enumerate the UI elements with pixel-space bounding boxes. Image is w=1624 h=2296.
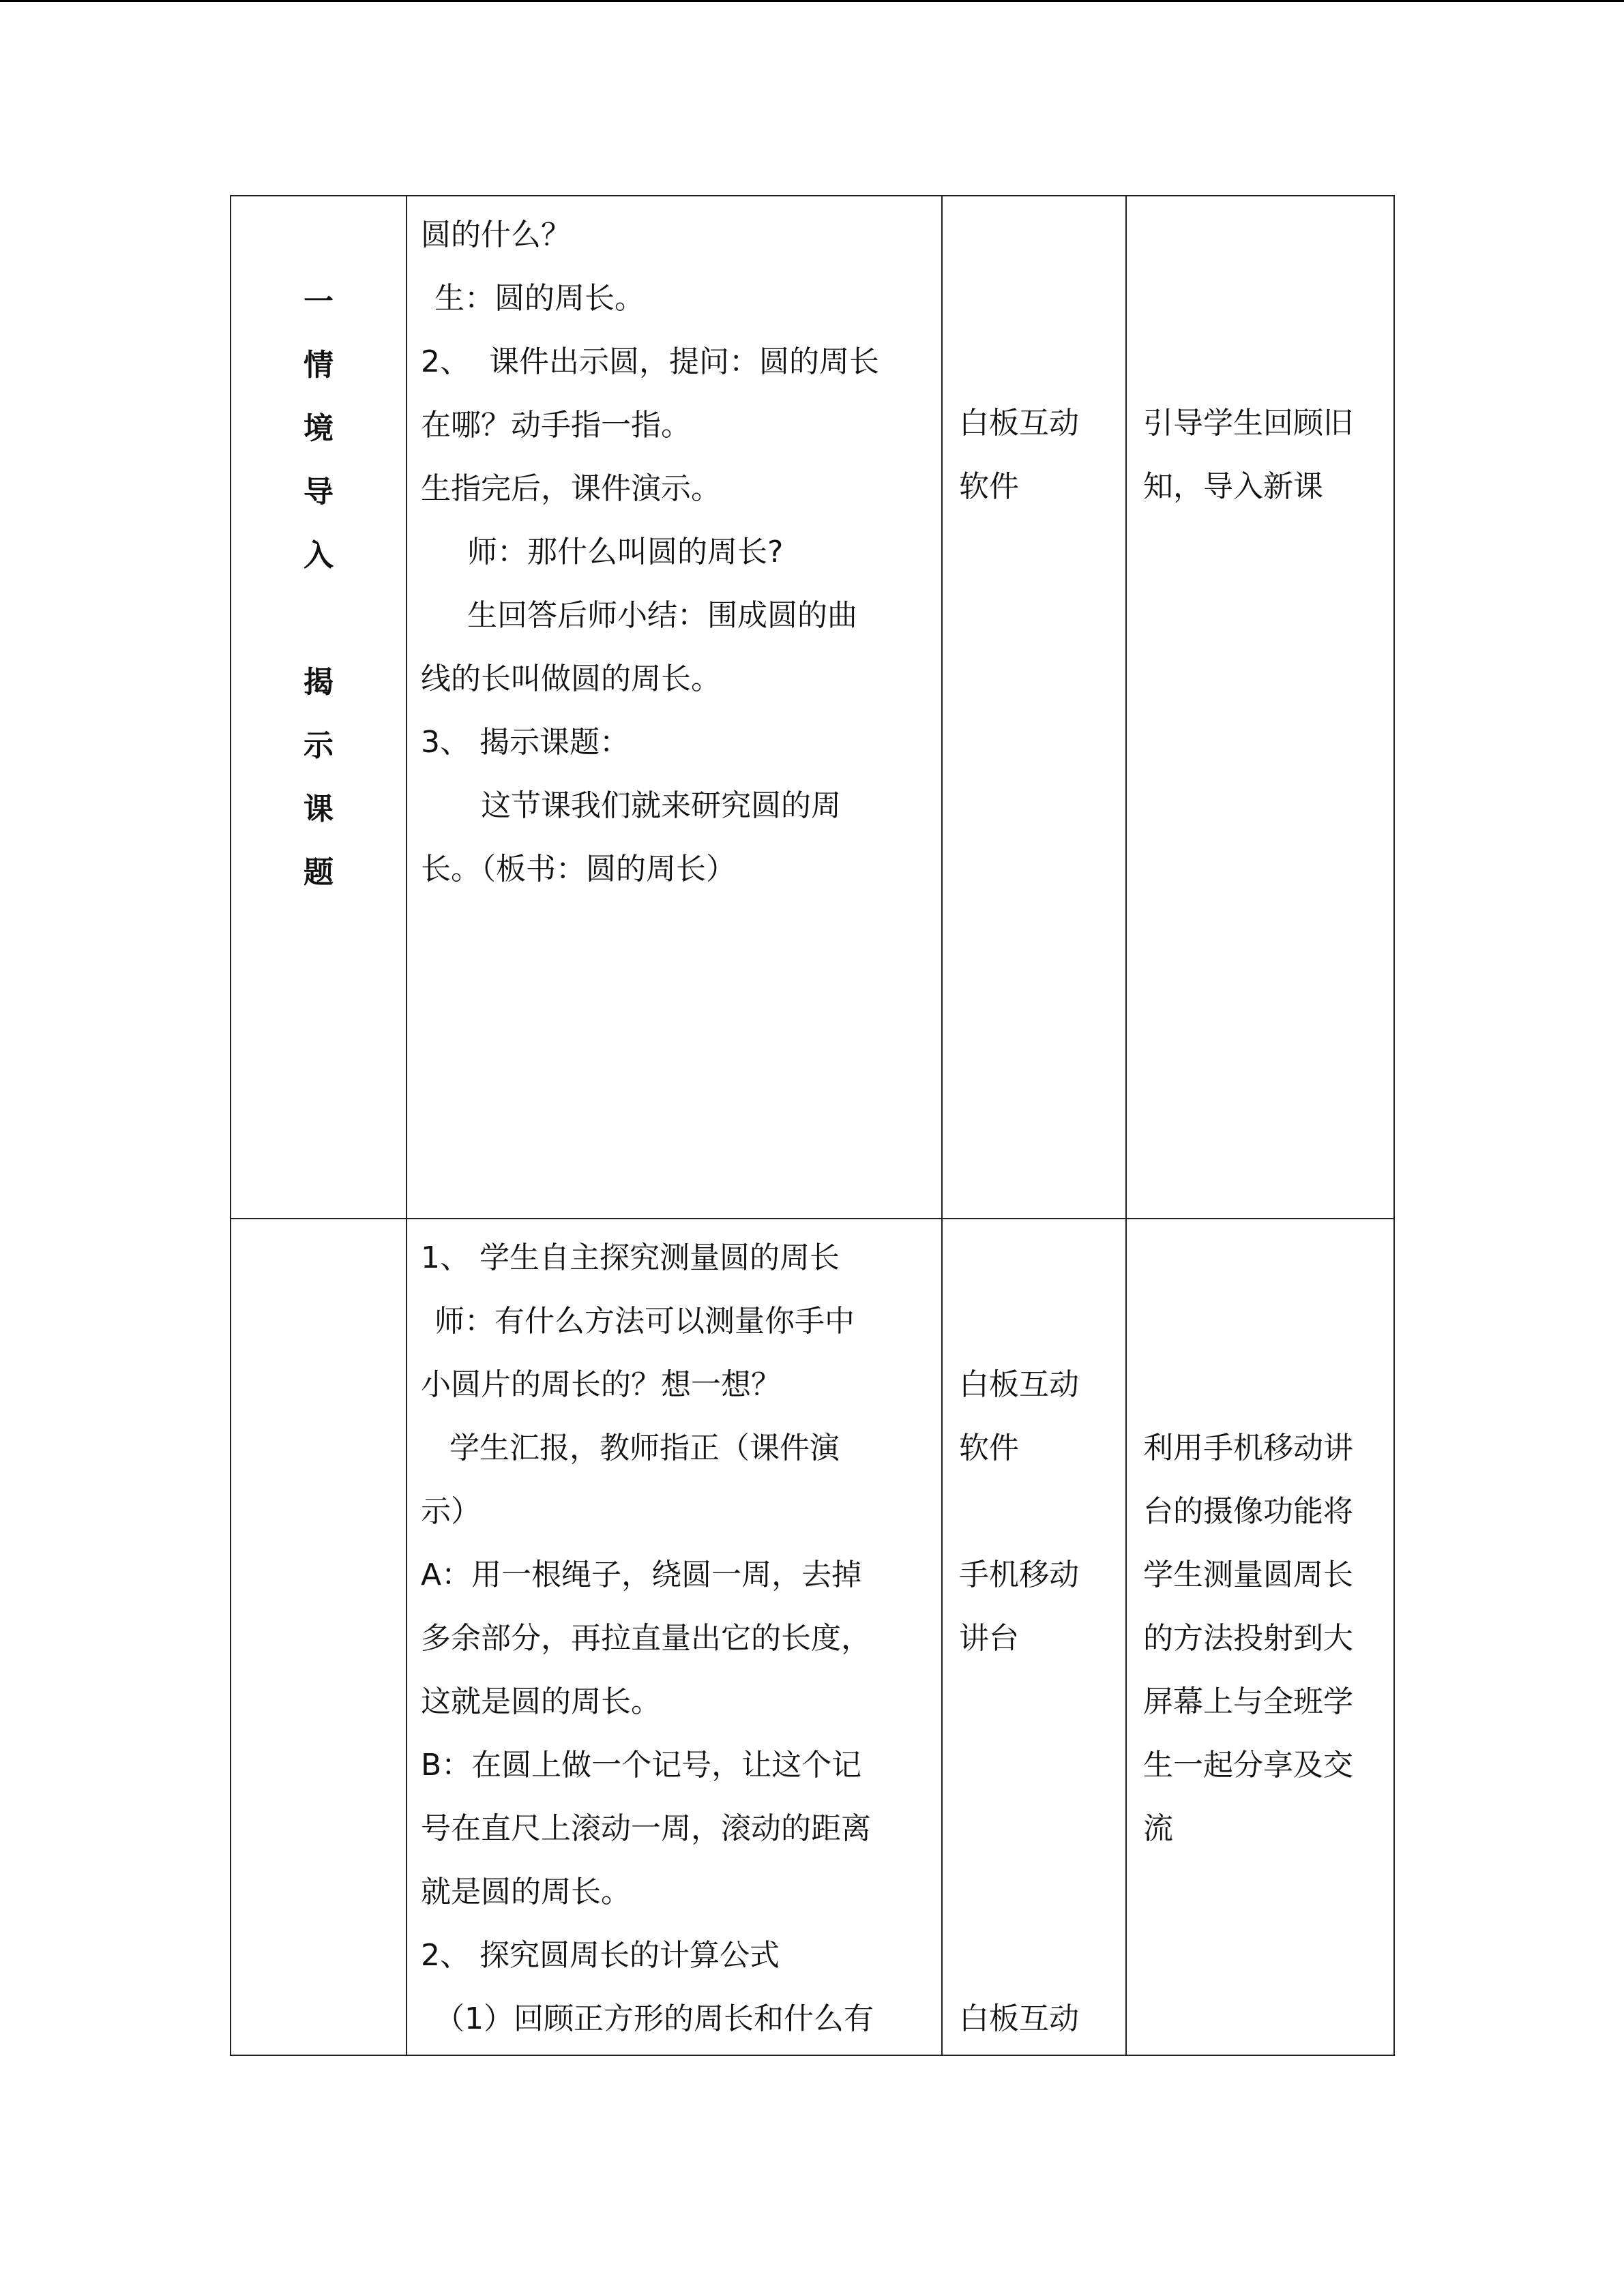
stage-char: 境 [304, 411, 334, 446]
activity-text [407, 1219, 941, 2051]
spacer-line [959, 1797, 1125, 1860]
table-row [231, 1219, 1394, 2055]
text-line: 屏幕上与全班学 [1143, 1684, 1353, 1719]
activity-text [407, 196, 941, 901]
text-line: 师：那什么叫圆的周长? [467, 535, 784, 569]
text-line: 2、 探究圆周长的计算公式 [421, 1938, 780, 1973]
text-line: 学生汇报，教师指正（课件演 [449, 1431, 840, 1465]
stage-char: 情 [304, 348, 334, 383]
text-line: 就是圆的周长。 [421, 1875, 631, 1909]
text-line: 生：圆的周长。 [434, 281, 645, 316]
text-line: 软件 [959, 469, 1019, 504]
top-border-line [0, 0, 1624, 2]
intent-text [1127, 1219, 1393, 1860]
text-line: 软件 [959, 1431, 1019, 1465]
text-line: 学生测量圆周长 [1143, 1557, 1353, 1592]
spacer-line [959, 1480, 1125, 1543]
stage-char: 题 [304, 855, 334, 890]
stage-cell [231, 196, 407, 1219]
stage-char: 揭 [304, 665, 334, 700]
resource-text [943, 1219, 1125, 2051]
activity-cell [407, 1219, 942, 2055]
spacer-line [959, 1670, 1125, 1733]
text-line: 小圆片的周长的？想一想？ [421, 1367, 781, 1402]
spacer-line [959, 1860, 1125, 1924]
text-line: 生回答后师小结：围成圆的曲 [467, 598, 857, 633]
text-line: 生一起分享及交 [1143, 1748, 1353, 1783]
intent-cell [1126, 1219, 1394, 2055]
intent-cell [1126, 196, 1394, 1219]
text-line: B：在圆上做一个记号，让这个记 [421, 1748, 862, 1783]
stage-char: 一 [304, 284, 334, 319]
text-line: 的方法投射到大 [1143, 1621, 1353, 1656]
text-line: 利用手机移动讲 [1143, 1431, 1353, 1465]
text-line: 多余部分，再拉直量出它的长度， [421, 1621, 871, 1656]
text-line: 长。（板书：圆的周长） [421, 852, 736, 886]
text-line: 引导学生回顾旧 [1143, 406, 1353, 441]
resource-text [943, 196, 1125, 518]
lesson-plan-table [230, 195, 1395, 2056]
text-line: 生指完后，课件演示。 [421, 471, 721, 506]
stage-char: 入 [304, 538, 334, 573]
text-line: 示） [421, 1494, 481, 1529]
stage-char: 导 [304, 475, 334, 509]
text-line: 白板互动 [959, 1367, 1079, 1402]
spacer-line [959, 1733, 1125, 1797]
text-line: 师：有什么方法可以测量你手中 [434, 1304, 855, 1339]
stage-cell [231, 1219, 407, 2055]
activity-cell [407, 196, 942, 1219]
text-line: 流 [1143, 1811, 1173, 1846]
text-line: 讲台 [959, 1621, 1019, 1656]
spacer-line [959, 1924, 1125, 1987]
text-line: 号在直尺上滚动一周，滚动的距离 [421, 1811, 871, 1846]
text-line: 手机移动 [959, 1557, 1079, 1592]
text-line: 这就是圆的周长。 [421, 1684, 661, 1719]
resource-cell [942, 196, 1126, 1219]
text-line: 白板互动 [959, 406, 1079, 441]
text-line: 1、 学生自主探究测量圆的周长 [421, 1240, 840, 1275]
text-line: 线的长叫做圆的周长。 [421, 661, 721, 696]
text-line: 白板互动 [959, 2001, 1079, 2036]
text-line: 3、 揭示课题： [421, 725, 630, 760]
stage-char: 示 [304, 728, 334, 763]
text-line: 这节课我们就来研究圆的周 [481, 788, 841, 823]
table-row [231, 196, 1394, 1219]
intent-text [1127, 196, 1393, 518]
text-line: 圆的什么？ [421, 218, 571, 252]
text-line: （1）回顾正方形的周长和什么有 [434, 2001, 874, 2036]
text-line: 台的摄像功能将 [1143, 1494, 1353, 1529]
text-line: 2、 课件出示圆，提问：圆的周长 [421, 344, 879, 379]
stage-char: 课 [304, 792, 334, 826]
stage-title-vertical [231, 196, 406, 904]
text-line: 知，导入新课 [1143, 469, 1323, 504]
text-line: 在哪？动手指一指。 [421, 408, 691, 443]
resource-cell [942, 1219, 1126, 2055]
text-line: A：用一根绳子，绕圆一周，去掉 [421, 1557, 862, 1592]
